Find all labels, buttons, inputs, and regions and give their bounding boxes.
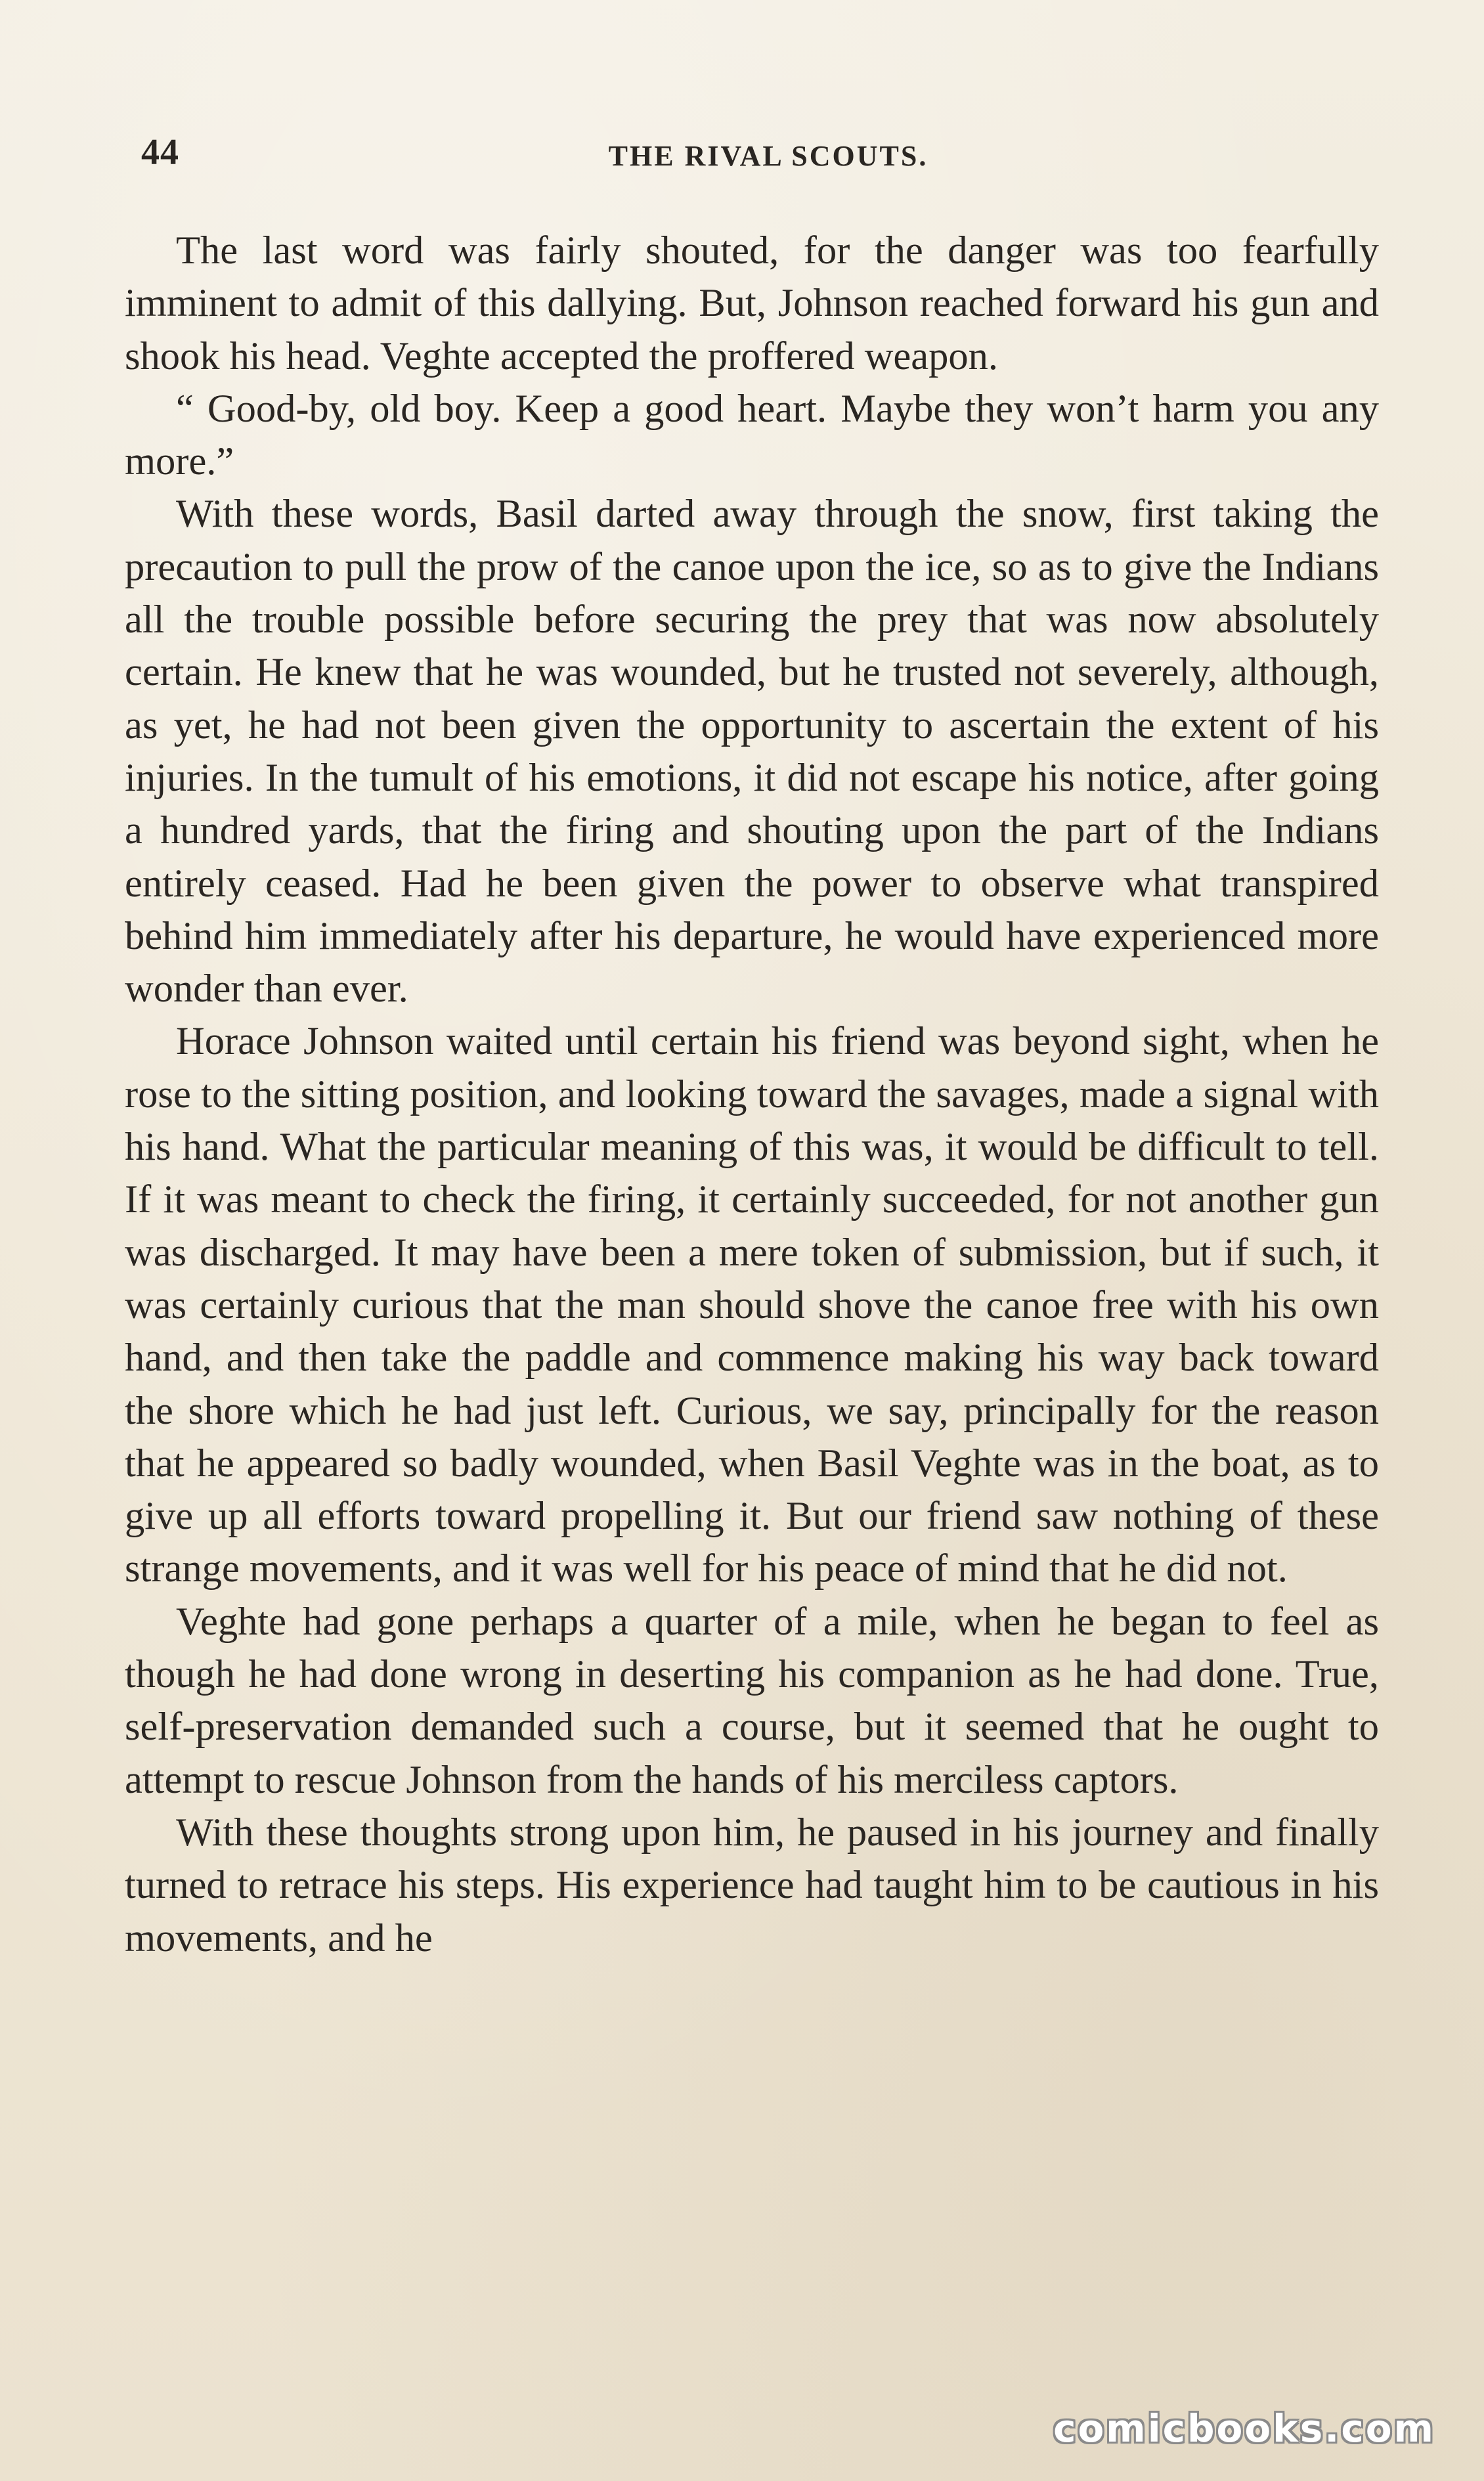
paragraph: With these words, Basil darted away through the snow, first taking the precaution to pull the prow of the canoe upon the ice, so as to give the Indians all the trouble possible before securing the prey that was now absolutely certain. He knew that he was wounded, but he trusted not severely, although, as yet, he had not been given the opportunity to ascertain the extent of his injuries. In the tumult of his emotions, it did not escape his notice, after going a hundred yards, that the firing and shouting upon the part of the Indians entirely ceased. Had he been given the power to observe what transpired behind him immediately after his departure, he would have experienced more wonder than ever. [125,492,1379,1011]
body-text [125,225,1379,1965]
paragraph: With these thoughts strong upon him, he paused in his journey and finally turned to retrace his steps. His experience had taught him to be cautious in his movements, and he [125,1810,1379,1960]
page-number: 44 [141,132,179,173]
paragraph: The last word was fairly shouted, for the danger was too fearfully imminent to admit of this dallying. But, Johnson reached forward his gun and shook his head. Veghte accepted the proffered weapon. [125,229,1379,378]
paragraph: Veghte had gone perhaps a quarter of a mile, when he began to feel as though he had done wrong in deserting his companion as he had done. True, self-preservation demanded such a course, but it seemed that he ought to attempt to rescue Johnson from the hands of his merciless captors. [125,1599,1379,1802]
site-watermark: comicbooks.com [1053,2406,1435,2451]
paragraph: Horace Johnson waited until certain his friend was beyond sight, when he rose to the sitting position, and looking toward the savages, made a signal with his hand. What the particular meaning of this was, it would be difficult to tell. If it was meant to check the firing, it certainly succeeded, for not another gun was discharged. It may have been a mere token of submission, but if such, it was certainly curious that the man should shove the canoe free with his own hand, and then take the paddle and commence making his way back toward the shore which he had just left. Curious, we say, principally for the reason that he appeared so badly wounded, when Basil Veghte was in the boat, as to give up all efforts toward propelling it. But our friend saw nothing of these strange movements, and it was well for his peace of mind that he did not. [125,1019,1379,1591]
running-title: THE RIVAL SCOUTS. [608,140,928,172]
page-header [141,125,1395,184]
paragraph: “ Good-by, old boy. Keep a good heart. Maybe they won’t harm you any more.” [125,386,1379,484]
